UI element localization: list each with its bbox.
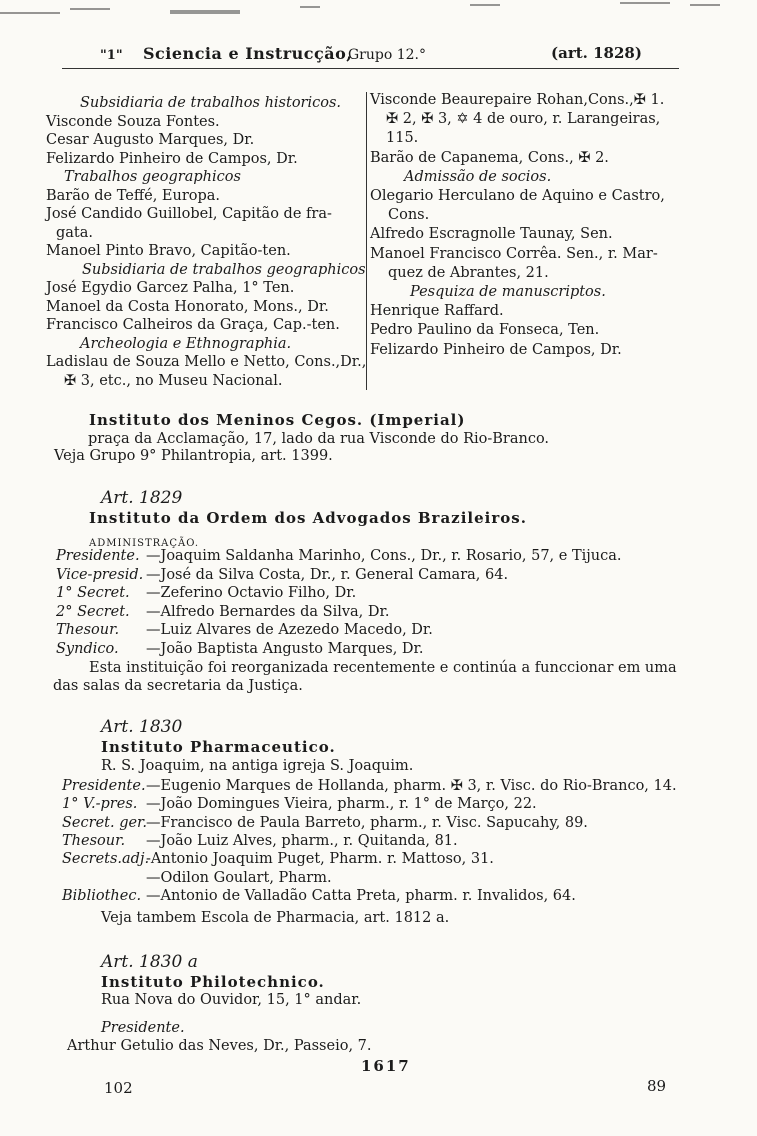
- rows1830-name: —Eugenio Marques de Hollanda, pharm. ✠ 3, r. Visc. do Rio-Branco, 14.: [146, 778, 677, 794]
- footer-page-right: 89: [647, 1077, 667, 1095]
- leftcol-line: Francisco Calheiros da Graça, Cap.-ten.: [46, 317, 340, 333]
- rows1829-name: —Joaquim Saldanha Marinho, Cons., Dr., r. Rosario, 57, e Tijuca.: [146, 548, 622, 564]
- art-1829-admin: ADMINISTRAÇÃO.: [89, 538, 200, 549]
- rightcol-line: 115.: [386, 130, 419, 147]
- header-title: Sciencia e Instrucção,: [143, 44, 353, 63]
- rightcol-line: Henrique Raffard.: [370, 303, 504, 320]
- rows1829-role: Vice-presid.: [56, 566, 144, 583]
- rightcol-line: Pesquiza de manuscriptos.: [410, 284, 606, 300]
- rows1829-role: 2° Secret.: [56, 603, 130, 620]
- rows1830-name: —Odilon Goulart, Pharm.: [146, 869, 332, 886]
- rows1829-name: —José da Silva Costa, Dr., r. General Camara, 64.: [146, 566, 509, 583]
- rightcol-line: Barão de Capanema, Cons., ✠ 2.: [370, 149, 609, 166]
- meninos-see: Veja Grupo 9° Philantropia, art. 1399.: [54, 448, 333, 464]
- rightcol-line: Pedro Paulino da Fonseca, Ten.: [370, 322, 600, 339]
- footer-page-left: 102: [104, 1079, 133, 1097]
- art-1830a-title: Instituto Philotechnico.: [101, 973, 325, 991]
- rightcol-line: Visconde Beaurepaire Rohan,Cons.,✠ 1.: [370, 92, 665, 108]
- header-art: (art. 1828): [551, 44, 642, 62]
- leftcol-line: Archeologia e Ethnographia.: [80, 335, 292, 352]
- rows1830-role: Secret. ger.: [62, 814, 148, 831]
- rows1829-role: 1° Secret.: [56, 585, 130, 601]
- leftcol-line: Manoel Pinto Bravo, Capitão-ten.: [46, 243, 291, 259]
- art-1829-number: Art. 1829: [101, 488, 183, 508]
- footer-center-number: 1617: [361, 1057, 411, 1075]
- rightcol-line: Cons.: [388, 207, 430, 224]
- scan-noise: [0, 0, 757, 26]
- header-group: Grupo 12.°: [348, 47, 426, 63]
- rightcol-line: ✠ 2, ✠ 3, ✡ 4 de ouro, r. Larangeiras,: [386, 111, 661, 128]
- rows1829-name: —João Baptista Angusto Marques, Dr.: [146, 640, 424, 657]
- rightcol-line: quez de Abrantes, 21.: [388, 264, 549, 281]
- rightcol-line: Admissão de socios.: [404, 168, 552, 185]
- rows1830-role: Secrets.adj.: [62, 851, 150, 868]
- rows1830-name: -Antonio Joaquim Puget, Pharm. r. Mattoso, 31.: [146, 851, 494, 868]
- art-1829-note-1: Esta instituição foi reorganizada recentemente e continúa a funccionar em uma: [89, 660, 677, 676]
- leftcol-line: José Candido Guillobel, Capitão de fra-: [46, 206, 332, 222]
- rows1830-role: Thesour.: [62, 832, 126, 849]
- header-rule: [62, 68, 679, 69]
- art-1830a-president: Arthur Getulio das Neves, Dr., Passeio, 7.: [67, 1038, 372, 1054]
- leftcol-line: Ladislau de Souza Mello e Netto, Cons.,Dr.,: [46, 354, 367, 370]
- rightcol-line: Alfredo Escragnolle Taunay, Sen.: [370, 226, 613, 243]
- rows1830-name: —João Domingues Vieira, pharm., r. 1° de Março, 22.: [146, 796, 537, 813]
- rows1830-role: Bibliothec.: [62, 887, 142, 904]
- leftcol-line: gata.: [56, 224, 94, 241]
- art-1829-note-2: das salas da secretaria da Justiça.: [53, 678, 303, 694]
- rows1829-role: Syndico.: [56, 640, 119, 657]
- rows1830-role: 1° V.-pres.: [62, 796, 138, 813]
- leftcol-line: Manoel da Costa Honorato, Mons., Dr.: [46, 298, 329, 315]
- leftcol-line: Felizardo Pinheiro de Campos, Dr.: [46, 150, 298, 167]
- leftcol-line: Subsidiaria de trabalhos historicos.: [80, 95, 342, 111]
- meninos-address: praça da Acclamação, 17, lado da rua Visconde do Rio-Branco.: [88, 431, 550, 447]
- column-divider: [366, 92, 367, 390]
- rows1829-name: —Luiz Alvares de Azezedo Macedo, Dr.: [146, 622, 433, 638]
- rows1829-name: —Alfredo Bernardes da Silva, Dr.: [146, 603, 390, 620]
- rows1829-role: Presidente.: [56, 548, 140, 564]
- leftcol-line: Cesar Augusto Marques, Dr.: [46, 132, 255, 148]
- rows1830-name: —João Luiz Alves, pharm., r. Quitanda, 81.: [146, 832, 458, 849]
- rightcol-line: Felizardo Pinheiro de Campos, Dr.: [370, 341, 622, 358]
- leftcol-line: Barão de Teffé, Europa.: [46, 187, 221, 204]
- rows1829-name: —Zeferino Octavio Filho, Dr.: [146, 585, 357, 601]
- rows1830-name: —Antonio de Valladão Catta Preta, pharm. r. Invalidos, 64.: [146, 887, 576, 904]
- leftcol-line: Visconde Souza Fontes.: [46, 113, 220, 130]
- rows1830-name: —Francisco de Paula Barreto, pharm., r. Visc. Sapucahy, 89.: [146, 814, 588, 831]
- leftcol-line: ✠ 3, etc., no Museu Nacional.: [64, 372, 283, 389]
- header-left: "1": [100, 48, 123, 63]
- rows1829-role: Thesour.: [56, 622, 120, 638]
- art-1830-see: Veja tambem Escola de Pharmacia, art. 1812 a.: [101, 910, 450, 926]
- meninos-title: Instituto dos Meninos Cegos. (Imperial): [89, 411, 466, 429]
- art-1830-address: R. S. Joaquim, na antiga igreja S. Joaquim.: [101, 758, 414, 774]
- art-1830a-address: Rua Nova do Ouvidor, 15, 1° andar.: [101, 992, 362, 1008]
- rightcol-line: Manoel Francisco Corrêa. Sen., r. Mar-: [370, 245, 658, 262]
- leftcol-line: José Egydio Garcez Palha, 1° Ten.: [46, 280, 295, 296]
- leftcol-line: Subsidiaria de trabalhos geographicos: [82, 261, 366, 278]
- art-1829-title: Instituto da Ordem dos Advogados Brazileiros.: [89, 509, 527, 527]
- art-1830-number: Art. 1830: [101, 717, 183, 737]
- art-1830-title: Instituto Pharmaceutico.: [101, 738, 336, 756]
- art-1830a-number: Art. 1830 a: [101, 952, 198, 972]
- leftcol-line: Trabalhos geographicos: [64, 169, 241, 185]
- rightcol-line: Olegario Herculano de Aquino e Castro,: [370, 188, 665, 204]
- art-1830a-pres-label: Presidente.: [101, 1020, 185, 1036]
- rows1830-role: Presidente.: [62, 778, 146, 794]
